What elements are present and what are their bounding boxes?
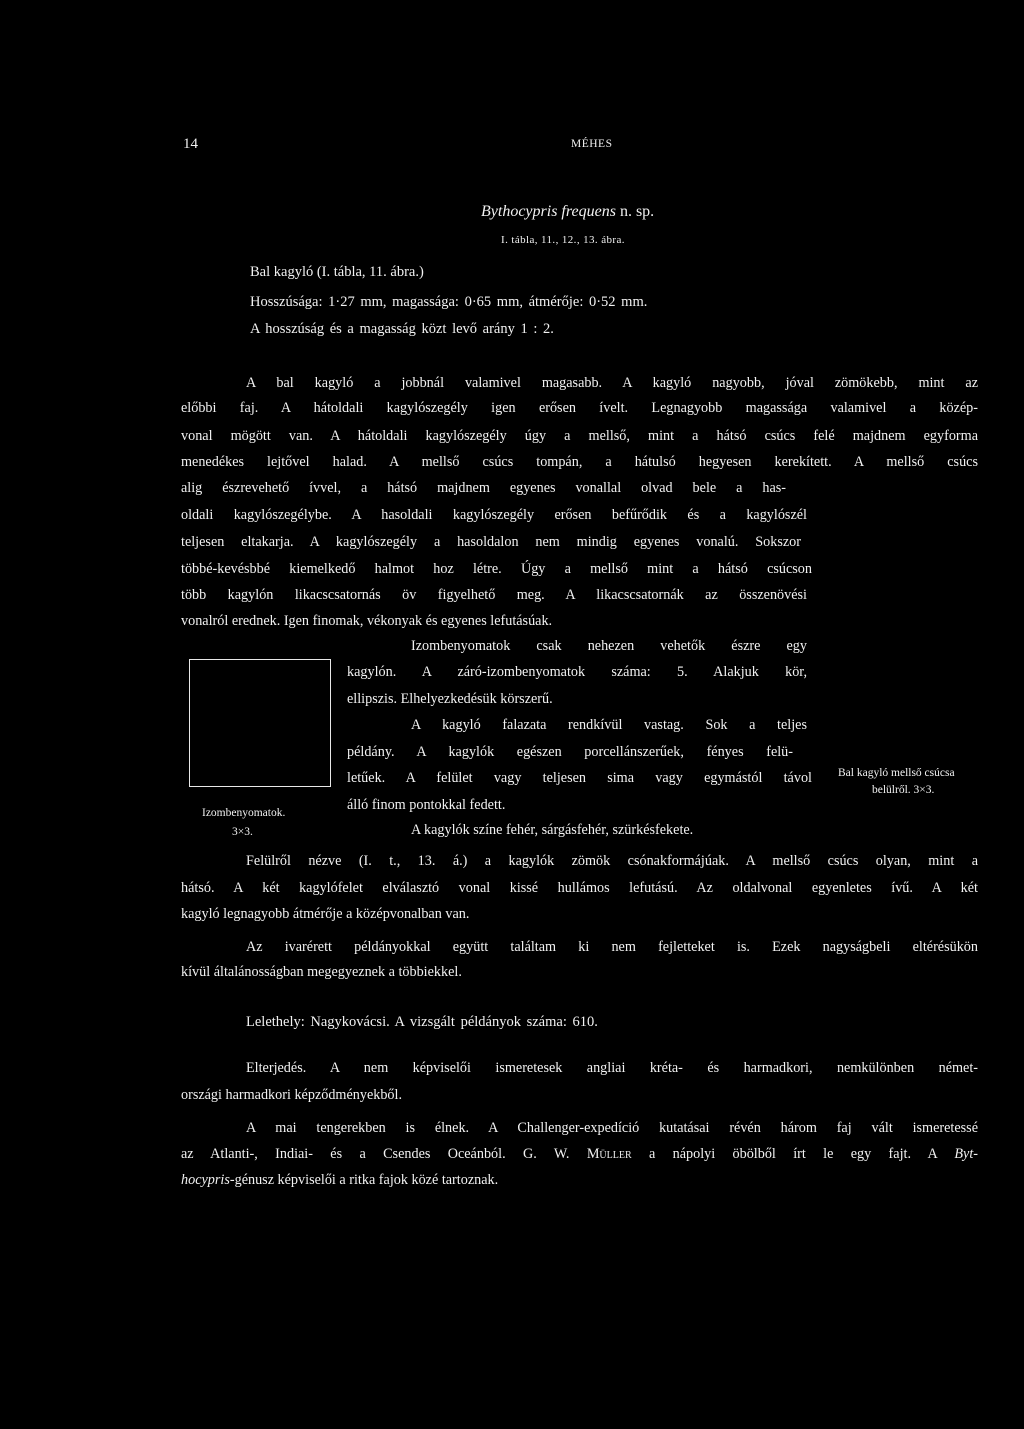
final-text: az Atlanti-, Indiai- és a Csendes Oceánból. G. W. (181, 1146, 587, 1162)
final-text: -génusz képviselői a ritka fajok közé tartoznak. (229, 1172, 499, 1188)
final-text: a nápolyi öbölből írt le egy fajt. A (631, 1146, 955, 1162)
middle-line: A kagyló falazata rendkívül vastag. Sok a teljes (411, 717, 807, 733)
plate-reference: I. tábla, 11., 12., 13. ábra. (501, 234, 625, 246)
body-line: alig észrevehető ívvel, a hátsó majdnem egyenes vonallal olvad bele a has- (181, 480, 786, 496)
body-line: hátsó. A két kagylófelet elválasztó vonal kissé hullámos lefutású. Az oldalvonal egyenletes ívű. A két (181, 880, 978, 896)
middle-line: Izombenyomatok csak nehezen vehetők észre egy (411, 638, 807, 654)
body-line: oldali kagylószegélybe. A hasoldali kagylószegély erősen befűrődik és a kagylószél (181, 507, 807, 523)
figure-right-scale: belülről. 3×3. (872, 784, 935, 796)
body-line: több kagylón likacscsatornás öv figyelhető meg. A likacscsatornák az összenövési (181, 587, 807, 603)
distribution-line: országi harmadkori képződményekből. (181, 1087, 403, 1103)
final-line: A mai tengerekben is élnek. A Challenger-expedíció kutatásai révén három faj vált ismeretessé (246, 1120, 978, 1136)
body-line: A bal kagyló a jobbnál valamivel magasabb. A kagyló nagyobb, jóval zömökebb, mint az (246, 375, 978, 391)
species-title (481, 203, 654, 221)
body-line: vonal mögött van. A hátoldali kagylószegély úgy a mellső, mint a hátsó csúcs felé majdnem egyforma (181, 428, 978, 444)
figure-right-caption: Bal kagyló mellső csúcsa (838, 767, 955, 779)
genus-name: Byt- (954, 1146, 978, 1162)
body-line: előbbi faj. A hátoldali kagylószegély igen erősen ívelt. Legnagyobb magassága valamivel a közép- (181, 400, 978, 416)
body-line: Az ivarérett példányokkal együtt találtam ki nem fejletteket is. Ezek nagyságbeli eltérésükön (246, 939, 978, 955)
muscle-scars-figure (189, 659, 331, 787)
middle-line: példány. A kagylók egészen porcellánszerűek, fényes felü- (347, 744, 793, 760)
author-name: Müller (586, 1146, 632, 1162)
page-number: 14 (183, 136, 198, 152)
body-line: kagyló legnagyobb átmérője a középvonalban van. (181, 906, 470, 922)
middle-line: kagylón. A záró-izombenyomatok száma: 5. Alakjuk kör, (347, 664, 807, 680)
figure-left-scale: 3×3. (232, 826, 253, 838)
middle-line: ellipszis. Elhelyezkedésük körszerű. (347, 691, 553, 707)
final-line (181, 1146, 978, 1163)
section-label: Bal kagyló (I. tábla, 11. ábra.) (250, 264, 424, 280)
final-line (181, 1172, 978, 1189)
body-line: Felülről nézve (I. t., 13. á.) a kagylók zömök csónakformájúak. A mellső csúcs olyan, mint a (246, 853, 978, 869)
body-line: menedékes lejtővel halad. A mellső csúcs tompán, a hátulsó hegyesen kerekített. A mellső csúcs (181, 454, 978, 470)
middle-line: letűek. A felület vagy teljesen sima vagy egymástól távol (347, 770, 812, 786)
figure-left-caption: Izombenyomatok. (202, 807, 286, 819)
locality: Lelethely: Nagykovácsi. A vizsgált példányok száma: 610. (246, 1014, 598, 1030)
middle-line: álló finom pontokkal fedett. (347, 797, 506, 813)
measurements-line-2: A hosszúság és a magasság közt levő arány 1 : 2. (250, 321, 554, 337)
body-line: vonalról erednek. Igen finomak, vékonyak és egyenes lefutásúak. (181, 613, 553, 629)
body-line: kívül általánosságban megegyeznek a többiekkel. (181, 964, 462, 980)
distribution-line: Elterjedés. A nem képviselői ismeretesek angliai kréta- és harmadkori, nemkülönben német- (246, 1060, 978, 1076)
measurements-line-1: Hosszúsága: 1·27 mm, magassága: 0·65 mm, átmérője: 0·52 mm. (250, 294, 648, 310)
species-suffix: n. sp. (619, 203, 655, 220)
body-line: teljesen eltakarja. A kagylószegély a hasoldalon nem mindig egyenes vonalú. Sokszor (181, 534, 801, 550)
genus-name: hocypris (181, 1172, 230, 1188)
body-line: többé-kevésbbé kiemelkedő halmot hoz létre. Úgy a mellső mint a hátsó csúcson (181, 561, 812, 577)
species-name: Bythocypris frequens (481, 203, 616, 220)
running-title: MÉHES (571, 138, 613, 150)
middle-line: A kagylók színe fehér, sárgásfehér, szürkésfekete. (411, 822, 694, 838)
